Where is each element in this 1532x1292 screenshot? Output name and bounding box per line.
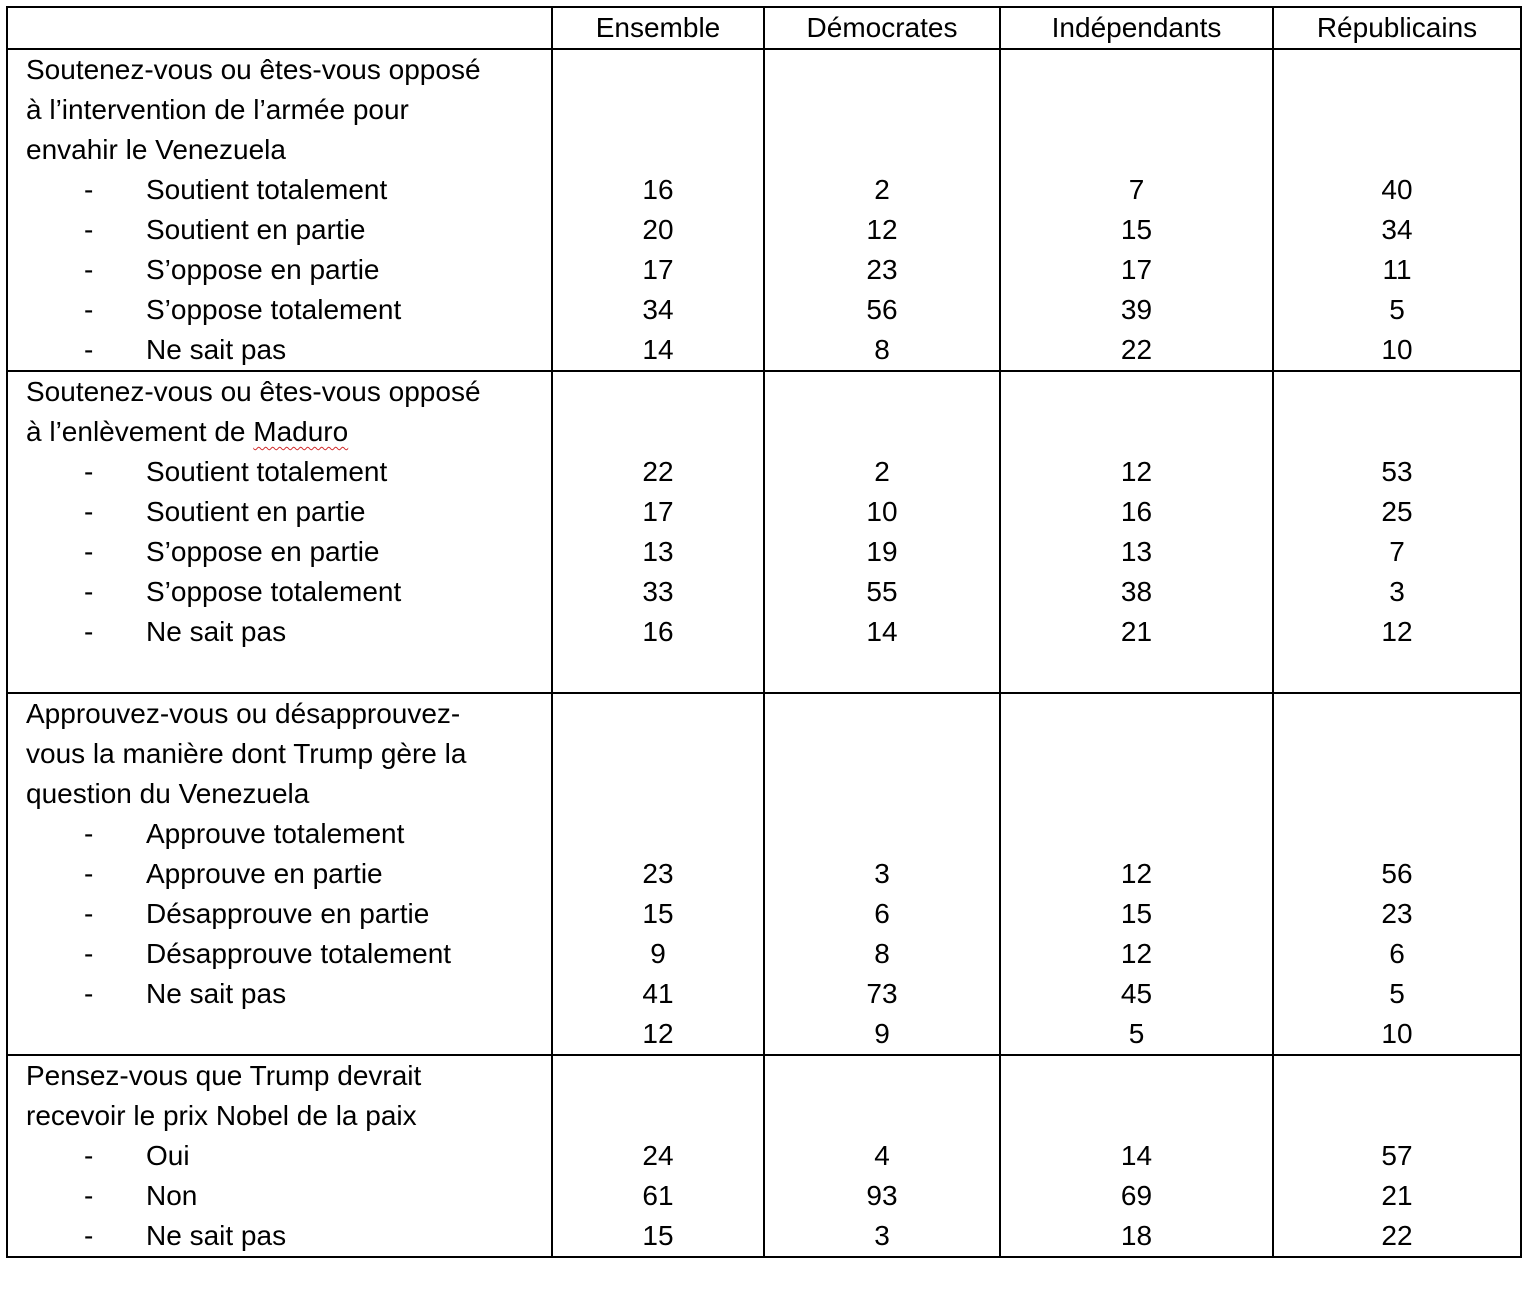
option-label: Approuve en partie xyxy=(146,858,383,889)
bullet-dash: - xyxy=(84,616,94,647)
value-cell: 61 xyxy=(642,1180,674,1211)
value-cell: 15 xyxy=(1120,214,1153,245)
option-row xyxy=(26,1136,551,1176)
value-cell: 12 xyxy=(642,1018,674,1049)
question-line xyxy=(26,412,551,452)
value-cell: 3 xyxy=(874,1220,890,1251)
value-cell: 5 xyxy=(1389,294,1405,325)
option-row xyxy=(26,210,551,250)
value-cell: 23 xyxy=(642,858,674,889)
bullet-dash: - xyxy=(84,1140,94,1171)
bullet-dash: - xyxy=(84,536,94,567)
value-cell: 33 xyxy=(642,576,674,607)
value-cell: 2 xyxy=(874,456,890,487)
value-cell: 7 xyxy=(1128,174,1145,205)
value-cell: 9 xyxy=(874,1018,890,1049)
bullet-dash: - xyxy=(84,818,94,849)
value-cell: 19 xyxy=(866,536,898,567)
value-cell: 20 xyxy=(642,214,674,245)
value-cell: 12 xyxy=(866,214,898,245)
values-ensemble xyxy=(552,1055,764,1257)
option-label: Ne sait pas xyxy=(146,616,287,647)
option-label: S’oppose totalement xyxy=(146,576,402,607)
value-cell: 69 xyxy=(1120,1180,1153,1211)
value-cell: 93 xyxy=(866,1180,898,1211)
question-line: Pensez-vous que Trump devrait xyxy=(26,1060,422,1091)
bullet-dash: - xyxy=(84,858,94,889)
value-cell: 23 xyxy=(866,254,898,285)
values-ensemble xyxy=(552,693,764,1055)
bullet-dash: - xyxy=(84,1220,94,1251)
value-cell: 12 xyxy=(1381,616,1413,647)
option-row xyxy=(26,290,551,330)
option-row xyxy=(26,452,551,492)
option-label: Soutient totalement xyxy=(146,174,388,205)
value-cell: 16 xyxy=(642,174,674,205)
value-cell: 13 xyxy=(642,536,674,567)
option-row xyxy=(26,330,551,370)
value-cell: 5 xyxy=(1389,978,1405,1009)
value-cell: 12 xyxy=(1120,456,1153,487)
value-cell: 22 xyxy=(642,456,674,487)
value-cell: 8 xyxy=(874,938,890,969)
question-line: vous la manière dont Trump gère la xyxy=(26,738,467,769)
bullet-dash: - xyxy=(84,294,94,325)
value-cell: 13 xyxy=(1120,536,1153,567)
poll-results-table xyxy=(6,6,1522,1258)
value-cell: 11 xyxy=(1382,254,1412,285)
value-cell: 14 xyxy=(1120,1140,1153,1171)
option-row xyxy=(26,974,551,1014)
option-label: Soutient en partie xyxy=(146,496,366,527)
option-row xyxy=(26,894,551,934)
option-label: S’oppose en partie xyxy=(146,254,380,285)
header-republicains: Républicains xyxy=(1273,7,1521,49)
section-row-trump-handling xyxy=(7,693,1521,1055)
option-label: Ne sait pas xyxy=(146,1220,287,1251)
header-row xyxy=(7,7,1521,49)
section-row-nobel xyxy=(7,1055,1521,1257)
option-label: Non xyxy=(146,1180,198,1211)
value-cell: 24 xyxy=(642,1140,674,1171)
values-republicains xyxy=(1273,693,1521,1055)
value-cell: 45 xyxy=(1120,978,1153,1009)
values-independants xyxy=(1000,49,1273,371)
bullet-dash: - xyxy=(84,214,94,245)
value-cell: 10 xyxy=(1381,1018,1413,1049)
value-cell: 21 xyxy=(1120,616,1153,647)
question-fragment: à l’enlèvement de xyxy=(26,416,254,447)
value-cell: 17 xyxy=(642,496,674,527)
value-cell: 73 xyxy=(866,978,898,1009)
values-democrates xyxy=(764,693,1000,1055)
values-republicains xyxy=(1273,371,1521,693)
value-cell: 38 xyxy=(1120,576,1153,607)
value-cell: 17 xyxy=(642,254,674,285)
option-label: Ne sait pas xyxy=(146,334,287,365)
value-cell: 17 xyxy=(1120,254,1153,285)
option-label: Oui xyxy=(146,1140,190,1171)
value-cell: 14 xyxy=(642,334,674,365)
bullet-dash: - xyxy=(84,898,94,929)
value-cell: 57 xyxy=(1381,1140,1413,1171)
value-cell: 39 xyxy=(1120,294,1153,325)
values-democrates xyxy=(764,371,1000,693)
value-cell: 16 xyxy=(642,616,674,647)
values-republicains xyxy=(1273,1055,1521,1257)
value-cell: 21 xyxy=(1381,1180,1413,1211)
bullet-dash: - xyxy=(84,334,94,365)
value-cell: 56 xyxy=(1381,858,1413,889)
option-row xyxy=(26,854,551,894)
header-independants: Indépendants xyxy=(1000,7,1273,49)
value-cell: 53 xyxy=(1381,456,1413,487)
bullet-dash: - xyxy=(84,1180,94,1211)
value-cell: 23 xyxy=(1381,898,1413,929)
option-label: Ne sait pas xyxy=(146,978,287,1009)
values-ensemble xyxy=(552,371,764,693)
bullet-dash: - xyxy=(84,254,94,285)
value-cell: 15 xyxy=(1120,898,1153,929)
header-blank-cell xyxy=(7,7,552,49)
value-cell: 41 xyxy=(642,978,674,1009)
option-label: Approuve totalement xyxy=(146,818,405,849)
option-label: Soutient totalement xyxy=(146,456,388,487)
bullet-dash: - xyxy=(84,938,94,969)
values-democrates xyxy=(764,49,1000,371)
option-row xyxy=(26,612,551,652)
value-cell: 10 xyxy=(1381,334,1413,365)
value-cell: 4 xyxy=(874,1140,890,1171)
value-cell: 12 xyxy=(1120,858,1153,889)
value-cell: 3 xyxy=(874,858,890,889)
option-row xyxy=(26,814,551,854)
bullet-dash: - xyxy=(84,496,94,527)
spellcheck-underlined-word: Maduro xyxy=(253,416,349,447)
value-cell: 34 xyxy=(1381,214,1413,245)
option-row xyxy=(26,532,551,572)
question-line: envahir le Venezuela xyxy=(26,134,286,165)
option-row xyxy=(26,1176,551,1216)
values-republicains xyxy=(1273,49,1521,371)
value-cell: 7 xyxy=(1389,536,1405,567)
section-row-intervention xyxy=(7,49,1521,371)
value-cell: 6 xyxy=(874,898,890,929)
value-cell: 25 xyxy=(1381,496,1413,527)
value-cell: 2 xyxy=(874,174,890,205)
option-row xyxy=(26,1216,551,1256)
bullet-dash: - xyxy=(84,576,94,607)
header-democrates: Démocrates xyxy=(764,7,1000,49)
question-line: Soutenez-vous ou êtes-vous opposé xyxy=(26,54,481,85)
question-cell xyxy=(7,371,552,693)
question-line: Soutenez-vous ou êtes-vous opposé xyxy=(26,376,481,407)
value-cell: 15 xyxy=(642,898,674,929)
value-cell: 5 xyxy=(1128,1018,1145,1049)
value-cell: 18 xyxy=(1120,1220,1153,1251)
question-line: question du Venezuela xyxy=(26,778,310,809)
question-line: Approuvez-vous ou désapprouvez- xyxy=(26,698,461,729)
option-row xyxy=(26,170,551,210)
option-label: Désapprouve totalement xyxy=(146,938,452,969)
values-independants xyxy=(1000,1055,1273,1257)
values-independants xyxy=(1000,371,1273,693)
option-label: S’oppose totalement xyxy=(146,294,402,325)
value-cell: 10 xyxy=(866,496,898,527)
value-cell: 34 xyxy=(642,294,674,325)
value-cell: 22 xyxy=(1120,334,1153,365)
bullet-dash: - xyxy=(84,456,94,487)
question-cell xyxy=(7,1055,552,1257)
option-label: Soutient en partie xyxy=(146,214,366,245)
value-cell: 15 xyxy=(642,1220,674,1251)
value-cell: 55 xyxy=(866,576,898,607)
value-cell: 8 xyxy=(874,334,890,365)
value-cell: 12 xyxy=(1120,938,1153,969)
value-cell: 40 xyxy=(1381,174,1413,205)
option-label: S’oppose en partie xyxy=(146,536,380,567)
option-row xyxy=(26,572,551,612)
option-row xyxy=(26,934,551,974)
value-cell: 16 xyxy=(1120,496,1153,527)
option-label: Désapprouve en partie xyxy=(146,898,430,929)
value-cell: 9 xyxy=(650,938,666,969)
value-cell: 3 xyxy=(1389,576,1405,607)
values-democrates xyxy=(764,1055,1000,1257)
header-ensemble: Ensemble xyxy=(552,7,764,49)
question-line: à l’intervention de l’armée pour xyxy=(26,94,409,125)
option-row xyxy=(26,492,551,532)
question-cell xyxy=(7,49,552,371)
section-row-maduro xyxy=(7,371,1521,693)
value-cell: 56 xyxy=(866,294,898,325)
bullet-dash: - xyxy=(84,174,94,205)
question-cell xyxy=(7,693,552,1055)
value-cell: 6 xyxy=(1389,938,1405,969)
value-cell: 22 xyxy=(1381,1220,1413,1251)
values-ensemble xyxy=(552,49,764,371)
values-independants xyxy=(1000,693,1273,1055)
option-row xyxy=(26,250,551,290)
question-line: recevoir le prix Nobel de la paix xyxy=(26,1100,417,1131)
value-cell: 14 xyxy=(866,616,898,647)
bullet-dash: - xyxy=(84,978,94,1009)
